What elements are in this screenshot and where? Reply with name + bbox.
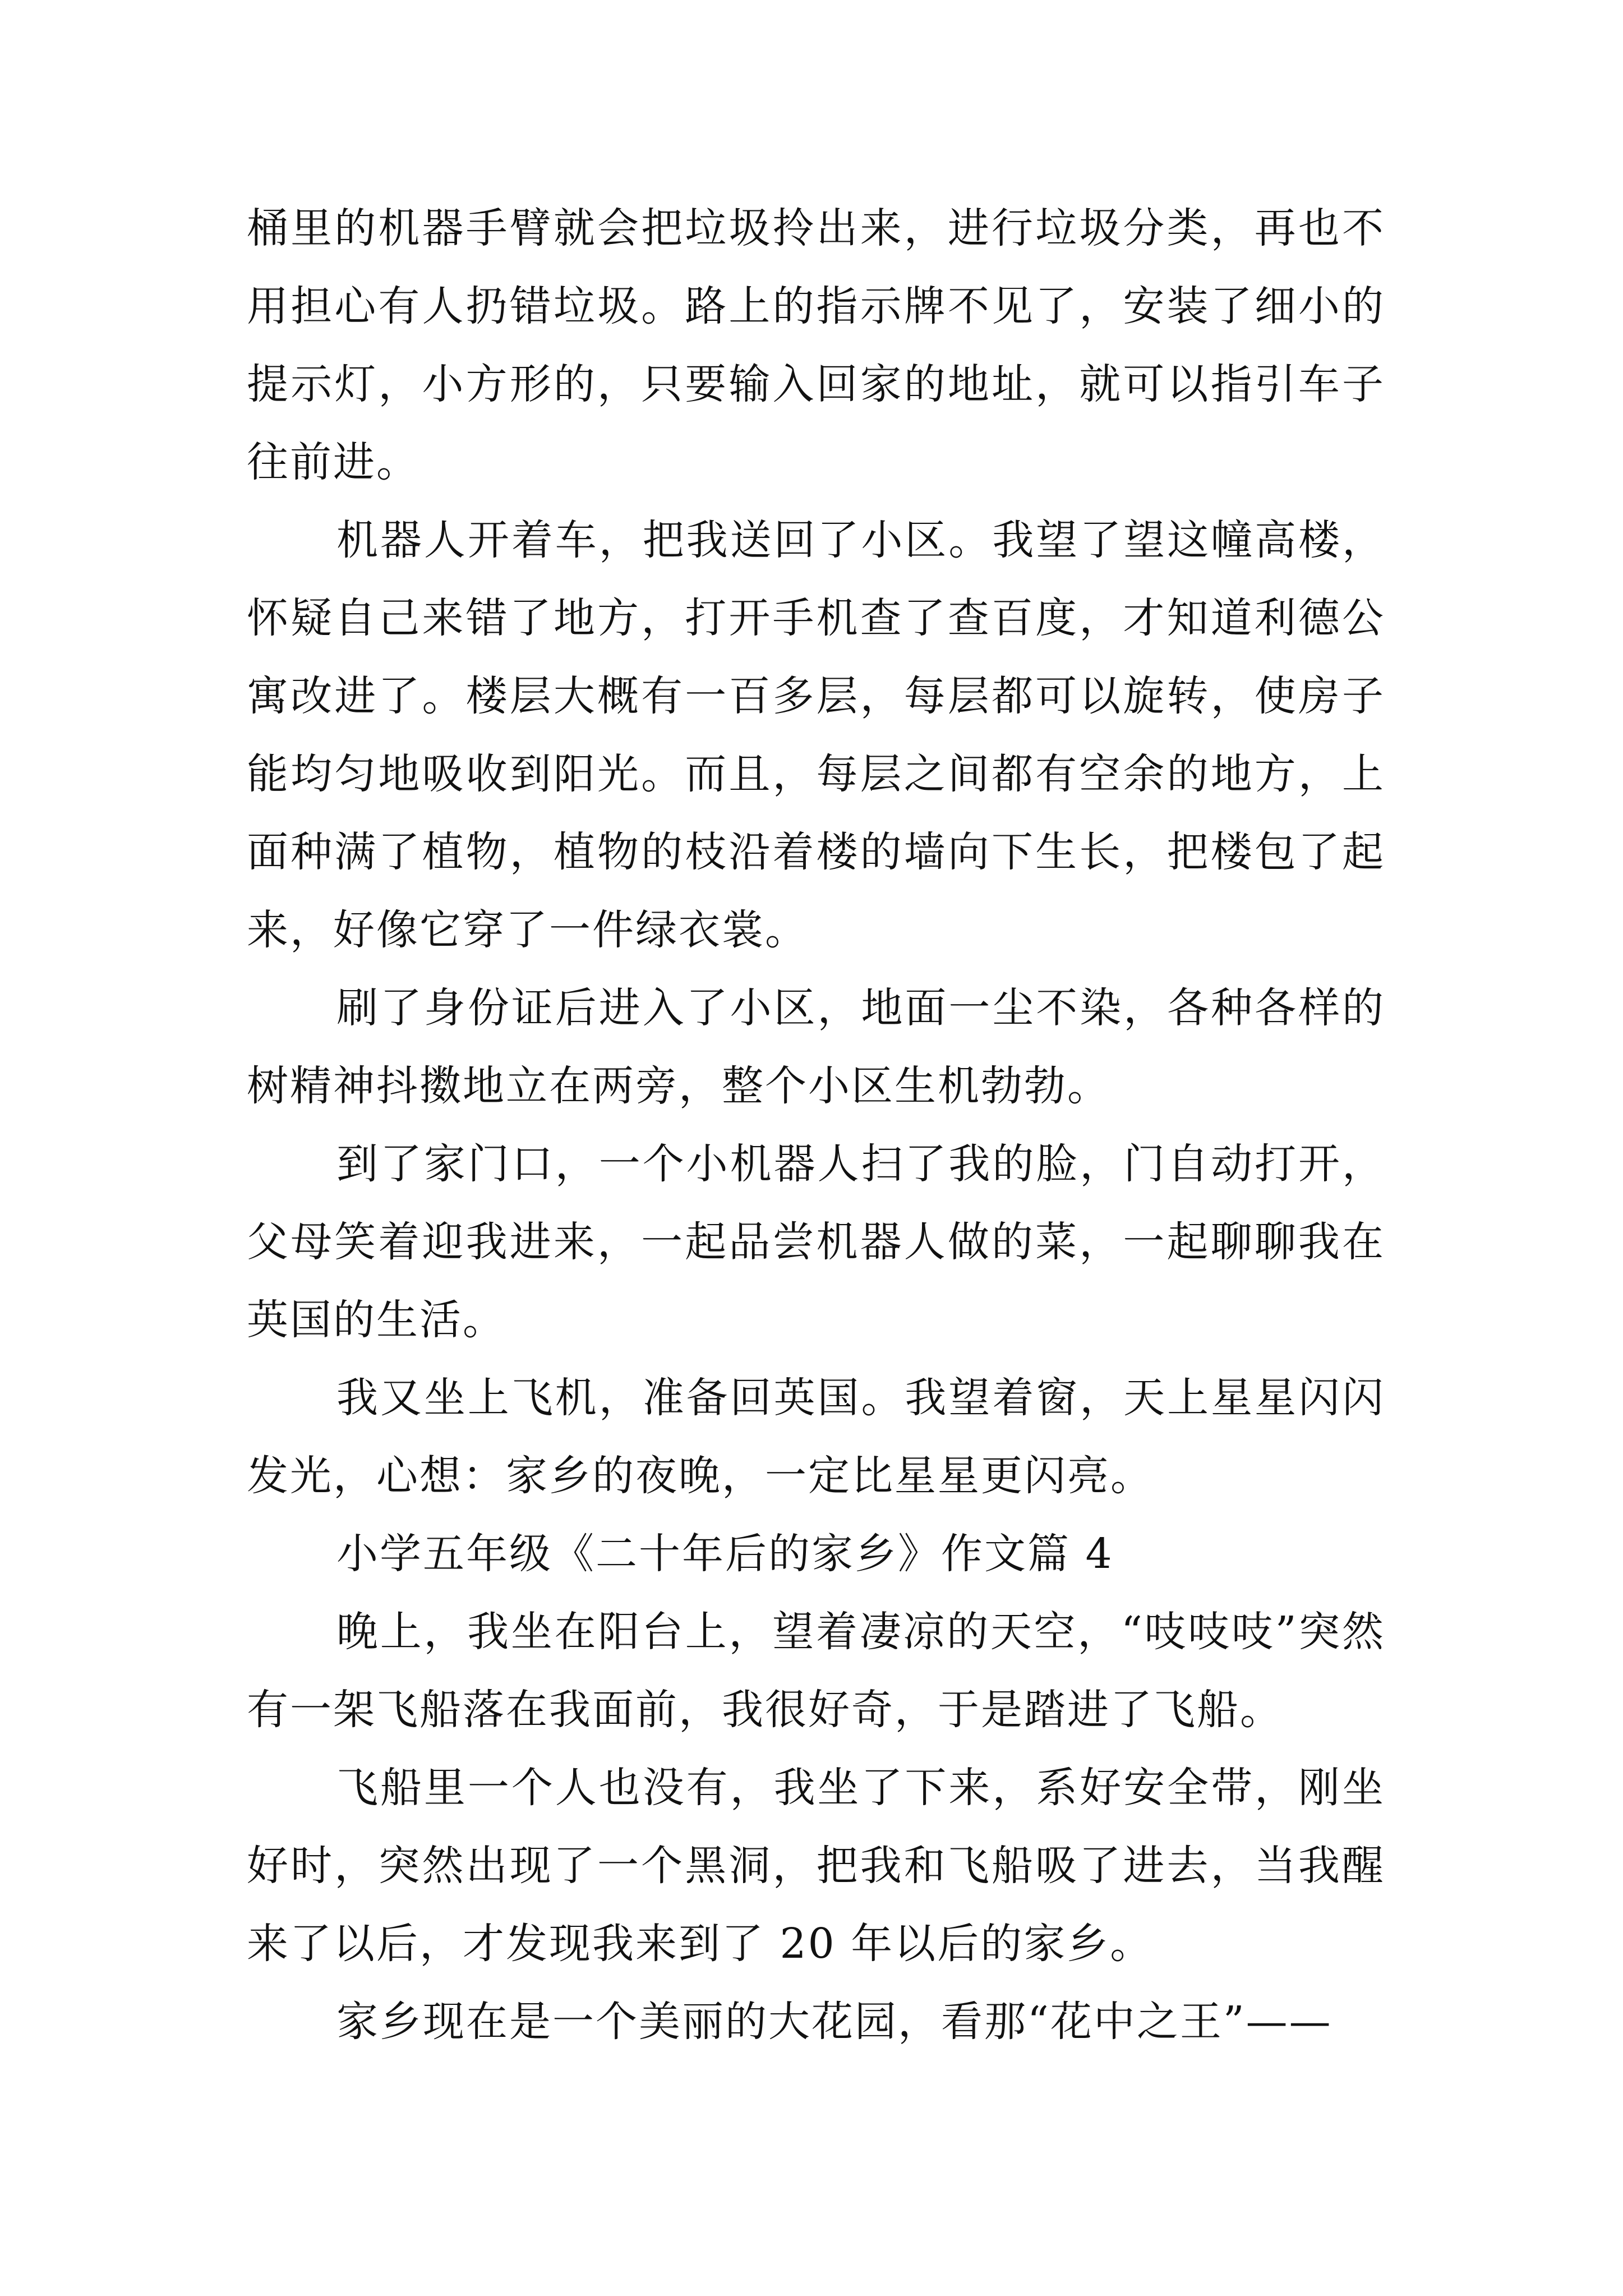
section-heading: 小学五年级《二十年后的家乡》作文篇 4	[336, 1530, 1114, 1578]
paragraph-4: 到了家门口，一个小机器人扫了我的脸，门自动打开，父母笑着迎我进来，一起品尝机器人做的菜，一起聊聊我在英国的生活。	[247, 1140, 1385, 1344]
paragraph-7: 飞船里一个人也没有，我坐了下来，系好安全带，刚坐好时，突然出现了一个黑洞，把我和飞船吸了进去，当我醒来了以后，才发现我来到了 20 年以后的家乡。	[247, 1764, 1385, 1968]
paragraph-5: 我又坐上飞机，准备回英国。我望着窗，天上星星闪闪发光，心想：家乡的夜晚，一定比星星更闪亮。	[247, 1374, 1385, 1500]
paragraph-3: 刷了身份证后进入了小区，地面一尘不染，各种各样的树精神抖擞地立在两旁，整个小区生机勃勃。	[247, 984, 1385, 1110]
document-body	[247, 190, 1385, 2061]
paragraph-6: 晚上，我坐在阳台上，望着凄凉的天空，“吱吱吱”突然有一架飞船落在我面前，我很好奇，于是踏进了飞船。	[247, 1608, 1385, 1734]
paragraph-1: 桶里的机器手臂就会把垃圾拎出来，进行垃圾分类，再也不用担心有人扔错垃圾。路上的指示牌不见了，安装了细小的提示灯，小方形的，只要输入回家的地址，就可以指引车子往前进。	[247, 204, 1385, 486]
paragraph-8: 家乡现在是一个美丽的大花园，看那“花中之王”——	[336, 1998, 1332, 2046]
paragraph-2: 机器人开着车，把我送回了小区。我望了望这幢高楼，怀疑自己来错了地方，打开手机查了查百度，才知道利德公寓改进了。楼层大概有一百多层，每层都可以旋转，使房子能均匀地吸收到阳光。而且，每层之间都有空余的地方，上面种满了植物，植物的枝沿着楼的墙向下生长，把楼包了起来，好像它穿了一件绿衣裳。	[247, 516, 1385, 954]
